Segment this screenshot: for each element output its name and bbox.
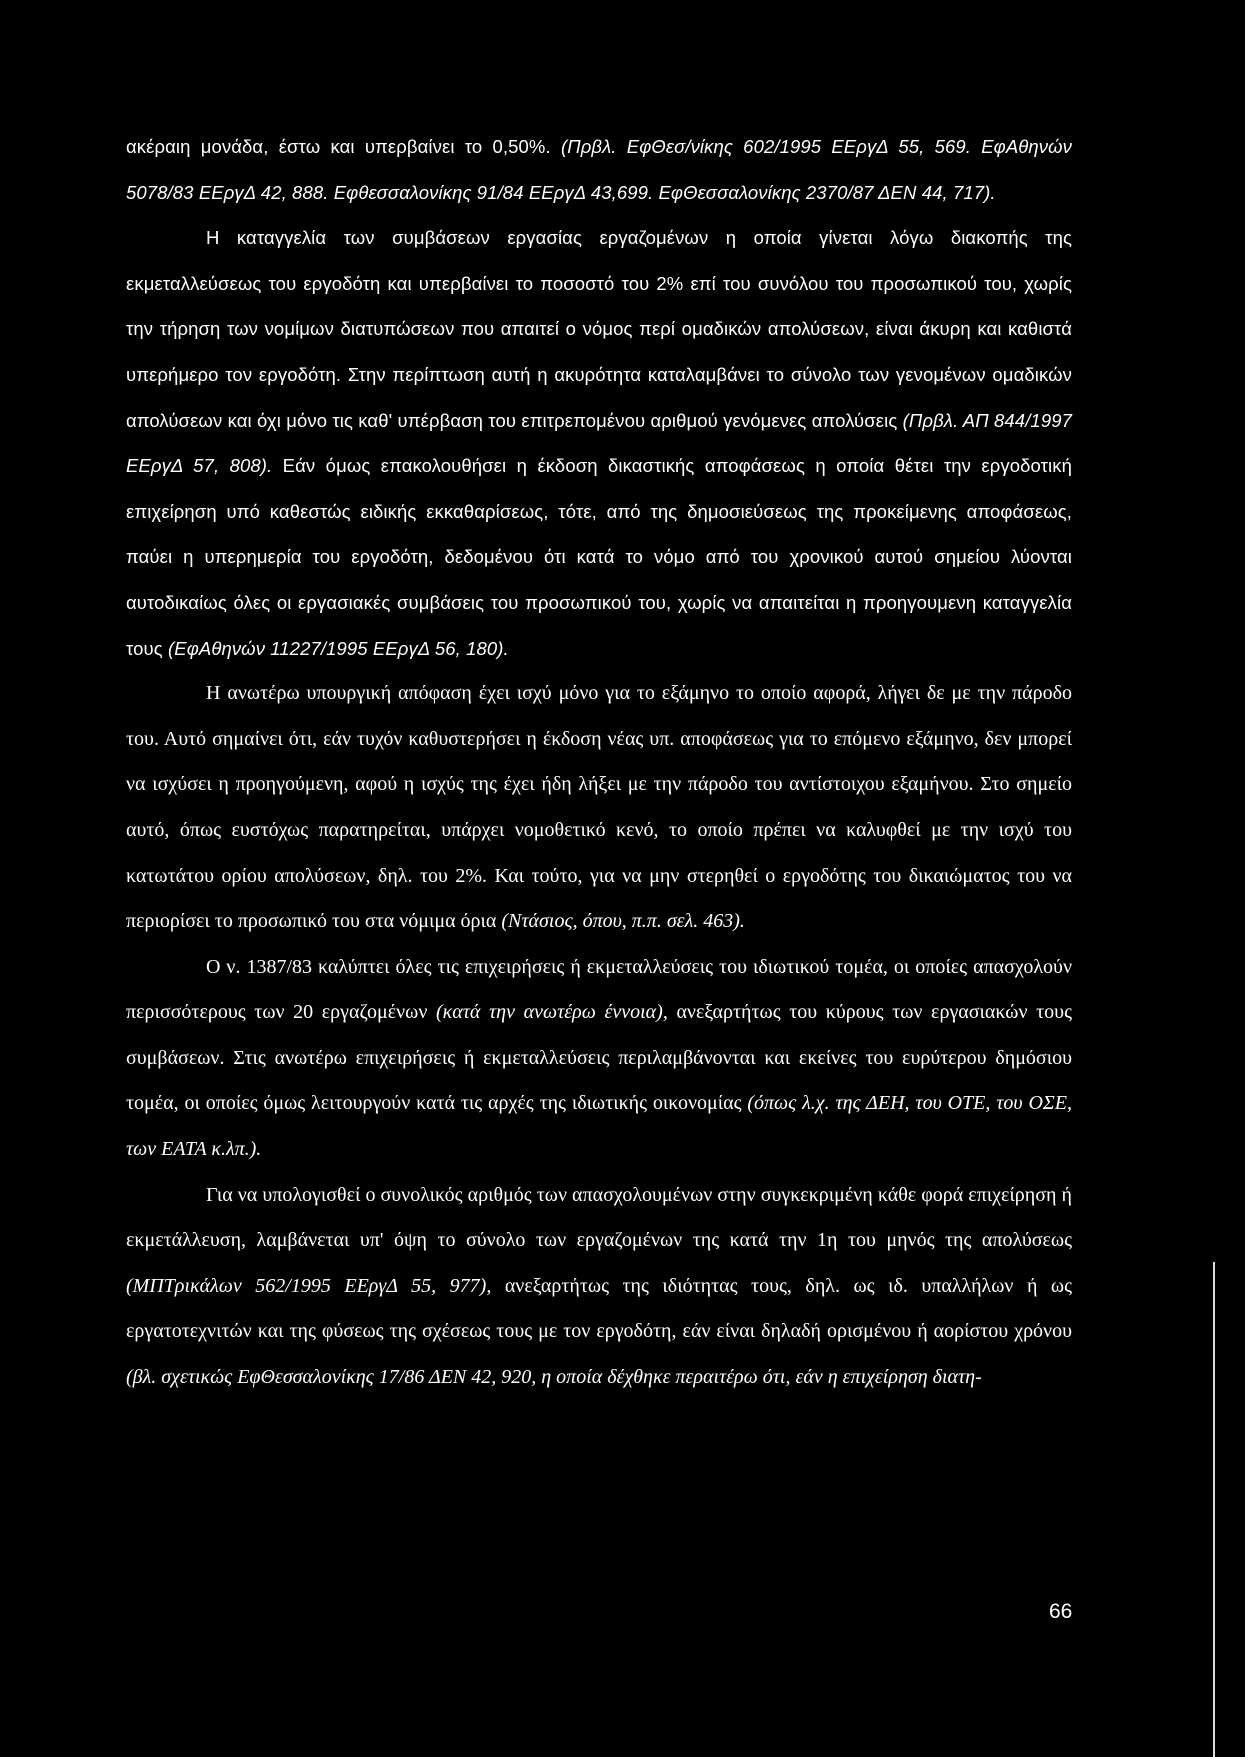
citation: (Πρβλ. ΕφΘεσ/νίκης 602/1995 ΕΕργΔ 55, 569. ΕφΑθηνών 5078/83 ΕΕργΔ 42, 888. Εφθεσσαλονίκης 91/84 ΕΕργΔ 43,699. ΕφΘεσσαλονίκης 2370/87 ΔΕΝ 44, 717).: [126, 136, 1072, 203]
text-run: ανεξαρτήτως του κύρους των εργασιακών τους συμβάσεων. Στις ανωτέρω επιχειρήσεις ή εκμεταλλεύσεις περιλαμβάνονται και εκείνες του ευρύτερου δημόσιου τομέα, οι οποίες όμως λειτουργούν κατά τις αρχές της ιδιωτικής οικονομίας: [126, 1001, 1072, 1115]
citation: (όπως λ.χ. της ΔΕΗ, του ΟΤΕ, του ΟΣΕ, των ΕΑΤΑ κ.λπ.).: [126, 1092, 1072, 1161]
scan-edge-line: [1213, 1262, 1215, 1757]
citation: (κατά την ανωτέρω έννοια),: [435, 1001, 668, 1024]
text-run: Ο ν. 1387/83 καλύπτει όλες τις επιχειρήσεις ή εκμεταλλεύσεις του ιδιωτικού τομέα, οι οποίες απασχολούν περισσότερους των 20 εργαζομένων: [126, 955, 1072, 1024]
citation: (Πρβλ. ΑΠ 844/1997 ΕΕργΔ 57, 808).: [126, 409, 1072, 477]
text-run: Η καταγγελία των συμβάσεων εργασίας εργαζομένων η οποία γίνεται λόγω διακοπής της εκμεταλλεύσεως του εργοδότη και υπερβαίνει το ποσοστό του 2% επί του συνόλου του προσωπικού του, χωρίς την τήρηση των νομίμων διατυπώσεων που απαιτεί ο νόμος περί ομαδικών απολύσεων, είναι άκυρη και καθιστά υπερήμερο τον εργοδότη. Στην περίπτωση αυτή η ακυρότητα καταλαμβάνει το σύνολο των γενομένων ομαδικών απολύσεων και όχι μόνο τις καθ' υπέρβαση του επιτρεπομένου αριθμού γενόμενες απολύσεις: [126, 227, 1072, 431]
paragraph: [126, 124, 1072, 215]
paragraph: [126, 671, 1072, 945]
text-run: Εάν όμως επακολουθήσει η έκδοση δικαστικής αποφάσεως η οποία θέτει την εργοδοτική επιχείρηση υπό καθεστώς ειδικής εκκαθαρίσεως, τότε, από της δημοσιεύσεως της προκείμενης αποφάσεως, παύει η υπερημερία του εργοδότη, δεδομένου ότι κατά το νόμο από του χρονικού αυτού σημείου λύονται αυτοδικαίως όλες οι εργασιακές συμβάσεις του προσωπικού του, χωρίς να απαιτείται η προηγουμενη καταγγελία τους: [126, 455, 1072, 659]
paragraph: [126, 1173, 1072, 1401]
citation: (ΕφΑθηνών 11227/1995 ΕΕργΔ 56, 180).: [168, 637, 509, 659]
citation: (ΜΠΤρικάλων 562/1995 ΕΕργΔ 55, 977),: [126, 1274, 492, 1297]
document-body: [126, 124, 1072, 1401]
text-run: ακέραιη μονάδα, έστω και υπερβαίνει το 0,50%.: [126, 136, 561, 157]
paragraph: [126, 945, 1072, 1173]
page-number: 66: [1049, 1600, 1073, 1623]
paragraph: [126, 215, 1072, 671]
text-run: Για να υπολογισθεί ο συνολικός αριθμός των απασχολουμένων στην συγκεκριμένη κάθε φορά επιχείρηση ή εκμετάλλευση, λαμβάνεται υπ' όψη το σύνολο των εργαζομένων της κατά την 1η του μηνός της απολύσεως: [126, 1183, 1072, 1252]
citation: (βλ. σχετικώς ΕφΘεσσαλονίκης 17/86 ΔΕΝ 42, 920, η οποία δέχθηκε περαιτέρω ότι, εάν η επιχείρηση διατη-: [126, 1366, 982, 1389]
text-run: ανεξαρτήτως της ιδιότητας τους, δηλ. ως ιδ. υπαλλήλων ή ως εργατοτεχνιτών και της φύσεως της σχέσεως τους με τον εργοδότη, εάν είναι δηλαδή ορισμένου ή αορίστου χρόνου: [126, 1274, 1072, 1343]
citation: (Ντάσιος, όπου, π.π. σελ. 463).: [501, 910, 745, 933]
text-run: Η ανωτέρω υπουργική απόφαση έχει ισχύ μόνο για το εξάμηνο το οποίο αφορά, λήγει δε με την πάροδο του. Αυτό σημαίνει ότι, εάν τυχόν καθυστερήσει η έκδοση νέας υπ. αποφάσεως για το επόμενο εξάμηνο, δεν μπορεί να ισχύσει η προηγούμενη, αφού η ισχύς της έχει ήδη λήξει με την πάροδο του αντίστοιχου εξαμήνου. Στο σημείο αυτό, όπως ευστόχως παρατηρείται, υπάρχει νομοθετικό κενό, το οποίο πρέπει να καλυφθεί με την ισχύ του κατωτάτου ορίου απολύσεων, δηλ. του 2%. Και τούτο, για να μην στερηθεί ο εργοδότης του δικαιώματος του να περιορίσει το προσωπικό του στα νόμιμα όρια: [126, 682, 1072, 933]
